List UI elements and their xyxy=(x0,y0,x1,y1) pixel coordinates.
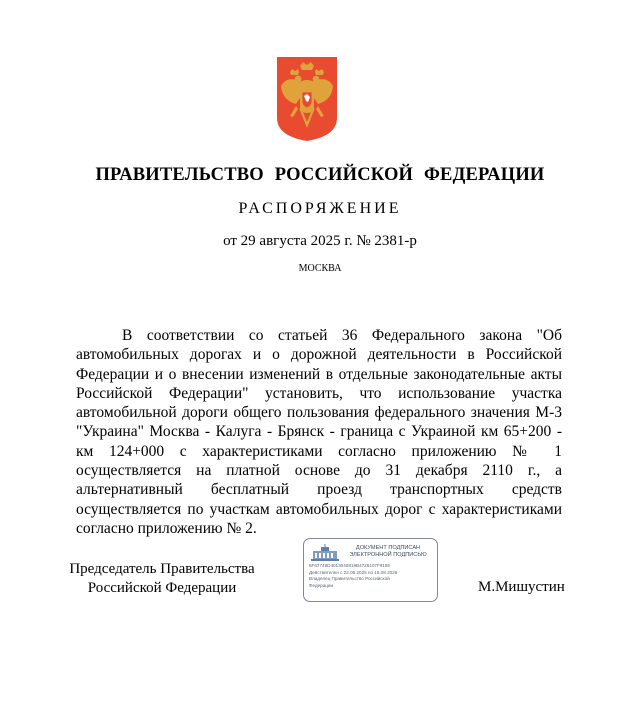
signer-position xyxy=(62,560,262,598)
order-paragraph: В соответствии со статьей 36 Федерального закона "Об автомобильных дорогах и о дорожной деятельности в Российской Федерации и о внесении изменений в отдельные законодательные акты Российской Федерации" установить, что использование участка автомобильной дороги общего пользования федерального значения М-3 "Украина" Москва - Калуга - Брянск - граница с Украиной км 65+200 - км 124+000 с характеристиками согласно приложению № 1 осуществляется на платной основе до 31 декабря 2110 г., а альтернативный бесплатный проезд транспортных средств осуществляется по участкам автомобильных дорог с характеристиками согласно приложению № 2. xyxy=(76,327,562,537)
stamp-title xyxy=(342,545,434,559)
stamp-owner-line-2: Федерации xyxy=(309,582,334,588)
stamp-certificate: 6F67748D4013040818B4726107F9155 xyxy=(309,563,390,568)
signer-position-line-2: Российской Федерации xyxy=(87,580,237,596)
document-date-number: от 29 августа 2025 г. № 2381-р xyxy=(223,233,417,249)
stamp-validity: Действителен с 22.05.2025 по 15.08.2026 xyxy=(309,569,398,575)
document-type: РАСПОРЯЖЕНИЕ xyxy=(238,200,402,217)
coat-of-arms-icon xyxy=(276,56,338,142)
government-title: ПРАВИТЕЛЬСТВО РОССИЙСКОЙ ФЕДЕРАЦИИ xyxy=(95,165,545,185)
signer-name: М.Мишустин xyxy=(478,579,565,595)
city-name: МОСКВА xyxy=(298,263,342,274)
stamp-details xyxy=(309,563,433,589)
electronic-signature-stamp xyxy=(303,538,438,602)
stamp-owner-line-1: Владелец Правительство Российской xyxy=(309,576,390,582)
stamp-title-line-2: ЭЛЕКТРОННОЙ ПОДПИСЬЮ xyxy=(349,552,427,558)
stamp-title-line-1: ДОКУМЕНТ ПОДПИСАН xyxy=(355,545,421,551)
government-building-icon xyxy=(310,544,340,562)
signer-position-line-1: Председатель Правительства xyxy=(69,561,255,577)
